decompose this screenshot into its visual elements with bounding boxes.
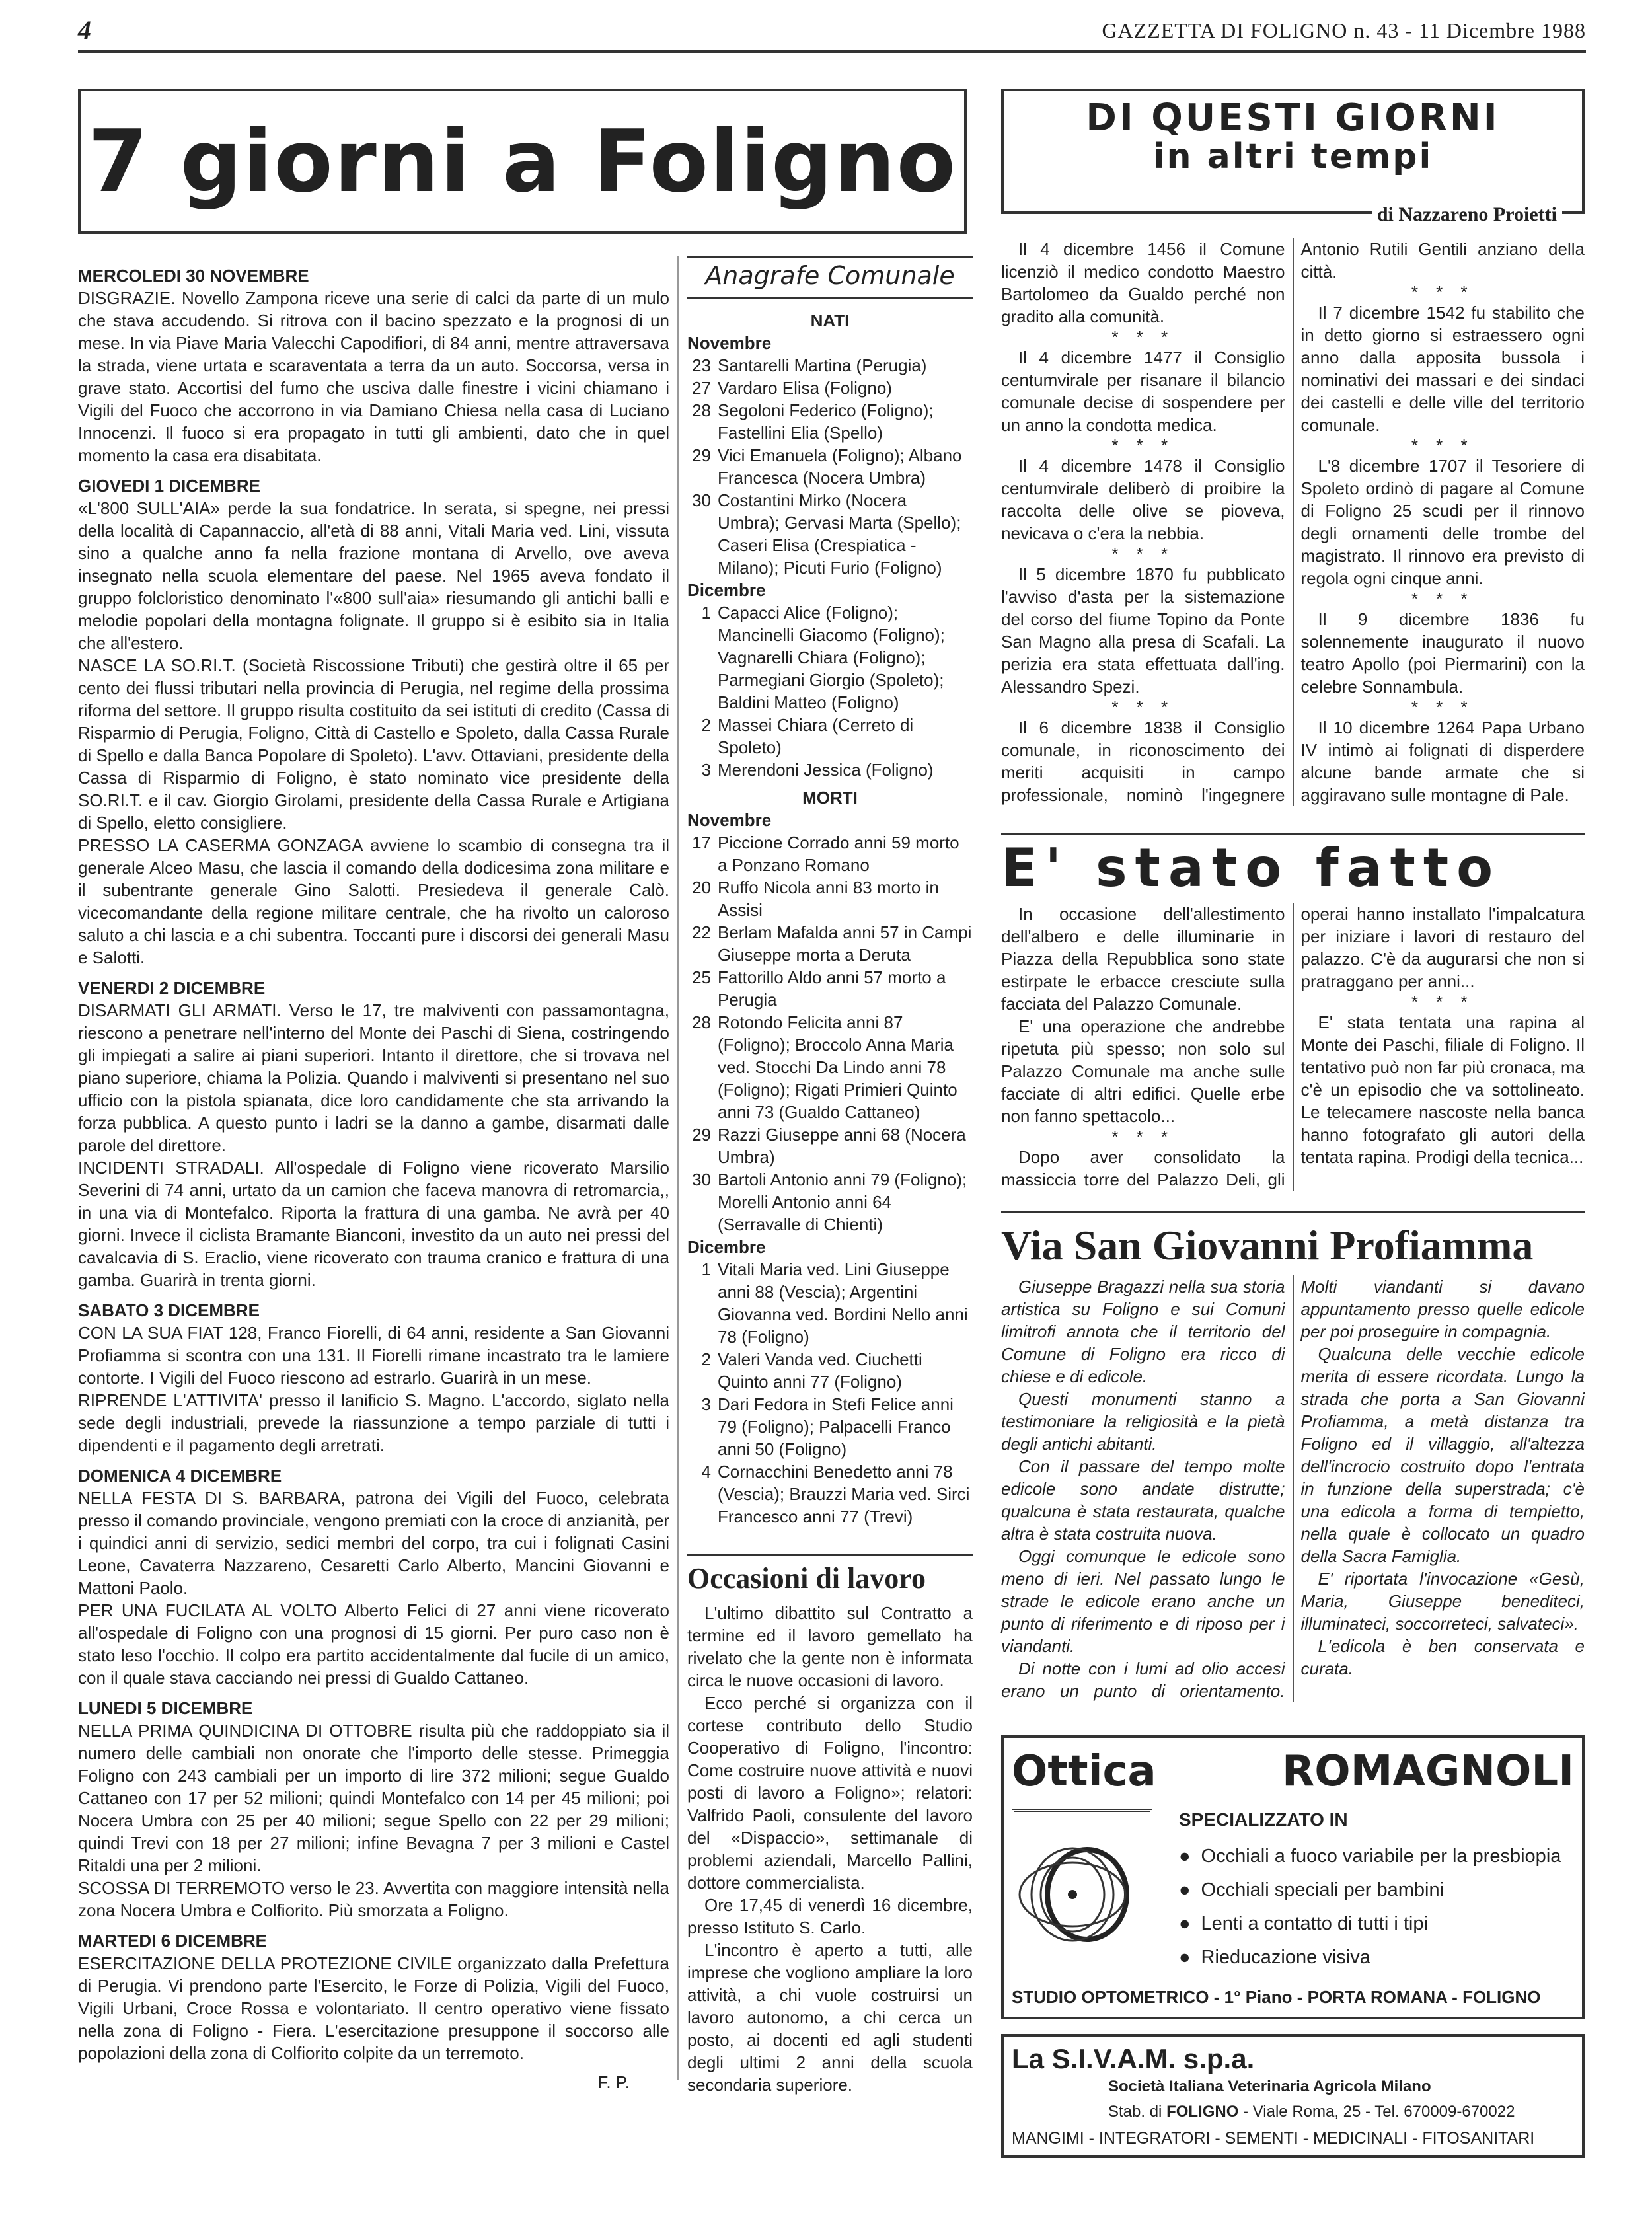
entry-day: 3 [701, 760, 711, 780]
news-paragraph: DISARMATI GLI ARMATI. Verso le 17, tre malviventi con passamontagna, riescono a penetrare nell'interno del Monte dei Paschi di Siena, costringendo gli impiegati a salire ai piani superiori. Intanto il direttore, che si trovava nel piano superiore, chiama la Polizia. Quando i malviventi si presentano nel suo ufficio con la pistola spianata, dice loro candidamente che sta arrivando la forza pubblica. A questo punto i ladri se la danno a gambe, disarmati dalle parole del direttore. [78, 1000, 669, 1155]
paragraph: Ecco perché si organizza con il cortese contributo dello Studio Cooperativo di Foligno, l'incontro: Come costruire nuove attività e nuovi posti di lavoro a Foligno»; relatori: Valfrido Paoli, consulente del lavoro del «Dispaccio», settimanale di problemi aziendali, Marcello Pallini, dottore commercialista. [687, 1693, 973, 1893]
separator: * * * [1411, 435, 1474, 455]
separator: * * * [1111, 697, 1175, 717]
paragraph: Questi monumenti stanno a testimoniare la religiosità e la pietà degli antichi abitanti. [1001, 1389, 1285, 1454]
registry-entry [687, 489, 973, 579]
entry-day: 22 [692, 922, 711, 942]
occasioni-article [687, 1554, 973, 2096]
day-heading: SABATO 3 DICEMBRE [78, 1300, 260, 1320]
registry-entry [687, 921, 973, 966]
entry-day: 29 [692, 445, 711, 465]
day-heading: LUNEDI 5 DICEMBRE [78, 1698, 253, 1718]
entry-day: 27 [692, 378, 711, 398]
ad-specialized: SPECIALIZZATO IN [1179, 1809, 1348, 1830]
month-heading: Dicembre [687, 1237, 766, 1257]
ad-service-item: ● Occhiali speciali per bambini [1179, 1873, 1561, 1907]
history-item: Il 4 dicembre 1456 il Comune licenziò il medico condotto Maestro Bartolomeo da Gualdo perché non gradito alla comunità. [1001, 239, 1285, 326]
entry-text: Cornacchini Benedetto anni 78 (Vescia); Brauzzi Maria ved. Sirci Francesco anni 77 (Trevi) [718, 1462, 970, 1526]
entry-day: 29 [692, 1125, 711, 1145]
questi-giorni-title: DI QUESTI GIORNI [1086, 96, 1500, 139]
entry-text: Massei Chiara (Cerreto di Spoleto) [718, 715, 914, 757]
day-heading: MARTEDI 6 DICEMBRE [78, 1931, 268, 1951]
entry-day: 17 [692, 833, 711, 852]
anagrafe-title: Anagrafe Comunale [687, 256, 973, 299]
news-paragraph: ESERCITAZIONE DELLA PROTEZIONE CIVILE organizzato dalla Prefettura di Perugia. Vi prendono parte l'Esercito, le Forze di Polizia, Vigili del Fuoco, Vigili Urbani, Croce Rossa e volontariato. Il centro operativo viene fissato nella zona di Foligno - Fiera. L'esercitazione presuppone il soccorso alle popolazioni della zona di Colfiorito colpite da un terremoto. [78, 1953, 669, 2063]
morti-heading: MORTI [802, 788, 858, 807]
ad-service-item: ● Occhiali a fuoco variabile per la presbiopia [1179, 1840, 1561, 1873]
news-paragraph: NELLA FESTA DI S. BARBARA, patrona dei Vigili del Fuoco, celebrata presso il comando provinciale, vengono premiati con la croce di anzianità, per i quindici anni di servizio, sedici membri del corpo, tra cui i folignati Casini Leone, Cavaterra Nazzareno, Cesaretti Carlo Alberto, Mancini Giovanni e Mattoni Paolo. [78, 1488, 669, 1598]
occasioni-title: Occasioni di lavoro [687, 1554, 973, 1595]
entry-day: 25 [692, 967, 711, 987]
news-paragraph: INCIDENTI STRADALI. All'ospedale di Foligno viene ricoverato Marsilio Severini di 74 anni, urtato da un camion che faceva manovra di retromarcia,, in una via di Montefalco. Riporta la frattura di una gamba. Ne avrà per 40 giorni. Invece il ciclista Bramante Bianconi, investito da un auto nei pressi del cavalcavia di S. Eraclio, viene ricoverato con trauma cranico e frattura di una gamba. Guarirà in trenta giorni. [78, 1158, 669, 1290]
registry-entry [687, 1348, 973, 1393]
paragraph: E' riportata l'invocazione «Gesù, Maria, Giuseppe benediteci, illuminateci, soccorreteci, salvateci». [1300, 1569, 1585, 1633]
registry-entry [687, 1168, 973, 1236]
news-paragraph: PER UNA FUCILATA AL VOLTO Alberto Felici di 27 anni viene ricoverato all'ospedale di Foligno con una prognosi di 15 giorni. Per puro caso non è stato leso l'occhio. Il colpo era partito accidentalmente dal fucile di un amico, con il quale stava cacciando nei pressi di Gualdo Cattaneo. [78, 1600, 669, 1688]
via-san-giovanni-title: Via San Giovanni Profiamma [1001, 1222, 1534, 1269]
paragraph: In occasione dell'allestimento dell'albero e delle illuminarie in Piazza della Repubblica sono state estirpate le erbacce cresciute sulla facciata del Palazzo Comunale. [1001, 904, 1285, 1014]
entry-text: Santarelli Martina (Perugia) [718, 356, 927, 375]
paragraph: Oggi comunque le edicole sono meno di ieri. Nel passato lungo le strade le edicole erano anche un punto di riferimento e di riposo per i viandanti. [1001, 1546, 1285, 1656]
day-heading: MERCOLEDI 30 NOVEMBRE [78, 266, 309, 285]
registry-entry [687, 759, 973, 781]
right-column [1001, 89, 1585, 2158]
column-divider [677, 256, 679, 2080]
entry-text: Capacci Alice (Foligno); Mancinelli Giacomo (Foligno); Vagnarelli Chiara (Foligno); Parmegiani Giorgio (Spoleto); Baldini Matteo (Foligno) [718, 603, 945, 712]
entry-text: Razzi Giuseppe anni 68 (Nocera Umbra) [718, 1125, 966, 1167]
entry-text: Bartoli Antonio anni 79 (Foligno); Morelli Antonio anni 64 (Serravalle di Chienti) [718, 1170, 967, 1234]
entry-day: 1 [701, 1259, 711, 1279]
news-paragraph: CON LA SUA FIAT 128, Franco Fiorelli, di 64 anni, residente a San Giovanni Profiamma si scontra con una 131. Il Fiorelli rimane incastrato tra le lamiere contorte. I Vigili del Fuoco riescono ad estrarlo. Guarirà in un mese. [78, 1323, 669, 1388]
entry-day: 28 [692, 400, 711, 420]
ad-brand-romagnoli: ROMAGNOLI [1282, 1747, 1574, 1796]
morti-list [687, 809, 973, 1528]
sivam-products: MANGIMI - INTEGRATORI - SEMENTI - MEDICINALI - FITOSANITARI [1012, 2129, 1535, 2148]
registry-entry [687, 1123, 973, 1168]
entry-text: Rotondo Felicita anni 87 (Foligno); Broccolo Anna Maria ved. Stocchi Da Lindo anni 78 (Foligno); Rigati Primieri Quinto anni 73 (Gualdo Cattaneo) [718, 1012, 957, 1122]
news-paragraph: RIPRENDE L'ATTIVITA' presso il lanificio S. Magno. L'accordo, siglato nella sede degli industriali, prevede la riassunzione a tempo parziale di tutti i dipendenti e il pagamento degli arretrati. [78, 1390, 669, 1455]
paragraph: Con il passare del tempo molte edicole sono andate distrutte; qualcuna è stata restaurata, qualche altra è stata costruita nuova. [1001, 1456, 1285, 1544]
seven-days-article [78, 264, 669, 2064]
sivam-address-prefix: Stab. di [1108, 2103, 1167, 2121]
history-item: Il 4 dicembre 1478 il Consiglio centumvirale deliberò di proibire la raccolta delle olive se pioveva, nevicava o c'era la nebbia. [1001, 456, 1285, 543]
entry-day: 23 [692, 356, 711, 375]
seven-days-title: 7 giorni a Foligno [88, 111, 957, 211]
seven-days-column [78, 256, 669, 2093]
month-heading: Novembre [687, 810, 772, 830]
entry-day: 30 [692, 1170, 711, 1189]
entry-text: Piccione Corrado anni 59 morto a Ponzano Romano [718, 833, 959, 875]
paragraph: L'incontro è aperto a tutti, alle imprese che vogliono ampliare la loro attività, a chi vuole costruirsi un lavoro autonomo, a chi cerca un posto, ai docenti ed agli studenti degli ultimi 2 anni della scuola secondaria superiore. [687, 1940, 973, 2095]
entry-text: Vitali Maria ved. Lini Giuseppe anni 88 (Vescia); Argentini Giovanna ved. Bordini Nello anni 78 (Foligno) [718, 1259, 968, 1347]
byline: di Nazzareno Proietti [1372, 204, 1562, 226]
separator: * * * [1411, 992, 1474, 1012]
entry-day: 3 [701, 1394, 711, 1414]
ad-service-item: ● Lenti a contatto di tutti i tipi [1179, 1907, 1561, 1941]
entry-text: Ruffo Nicola anni 83 morto in Assisi [718, 878, 939, 920]
news-paragraph: PRESSO LA CASERMA GONZAGA avviene lo scambio di consegna tra il generale Alceo Masu, che lascia il comando della dodicesima zona militare e il subentrante generale Gino Salotti. Presiedeva il generale Calò. vicecomandante della regione militare centrale, che ha rivolto un caloroso saluto a chi lascia e a chi subentra. Toccanti pure i discorsi dei generali Masu e Salotti. [78, 835, 669, 967]
entry-day: 4 [701, 1462, 711, 1482]
anagrafe-section [687, 256, 973, 1528]
entry-text: Vardaro Elisa (Foligno) [718, 378, 892, 398]
paragraph: Qualcuna delle vecchie edicole merita di essere ricordata. Lungo la strada che porta a San Giovanni Profiamma, a metà distanza tra Foligno ed il villaggio, all'altezza dell'incrocio costruito dopo l'entrata in funzione della superstrada; c'è una edicola a forma di tempietto, nella quale è collocato un quadro della Sacra Famiglia. [1300, 1344, 1585, 1566]
news-paragraph: NASCE LA SO.RI.T. (Società Riscossione Tributi) che gestirà oltre il 65 per cento dei flussi tributari nella provincia di Perugia, nel regime della prossima riforma del settore. Il gruppo risulta costituito da sei istituti di credito (Cassa di Risparmio di Perugia, Foligno, Città di Castello e Spoleto, dalla Cassa Rurale di Spello e dalla Banca Popolare di Spoleto). L'avv. Ottaviani, presidente della Cassa di Risparmio di Foligno, è stato nominato vice presidente della SO.RI.T. e il cav. Giorgio Girolami, presidente della Cassa Rurale e Artigiana di Spello, eletto consigliere. [78, 656, 669, 833]
middle-column [687, 256, 973, 2096]
entry-day: 1 [701, 603, 711, 622]
questi-giorni-article [1001, 238, 1585, 806]
paragraph: Di notte con i lumi ad olio accesi erano un punto di orientamento. Molti viandanti si davano appuntamento presso quelle edicole per poi proseguire in compagnia. [1001, 1277, 1585, 1701]
entry-day: 30 [692, 490, 711, 510]
registry-entry [687, 1258, 973, 1348]
seven-days-title-box [78, 89, 967, 234]
entry-day: 2 [701, 715, 711, 735]
ad-brand-ottica: Ottica [1012, 1747, 1156, 1796]
questi-giorni-title-box [1001, 89, 1585, 225]
entry-day: 28 [692, 1012, 711, 1032]
paragraph: L'edicola è ben conservata e curata. [1300, 1636, 1585, 1678]
registry-entry [687, 399, 973, 444]
registry-entry [687, 444, 973, 489]
ad-service-list [1179, 1840, 1561, 1974]
entry-text: Vici Emanuela (Foligno); Albano Francesca (Nocera Umbra) [718, 445, 962, 488]
entry-text: Berlam Mafalda anni 57 in Campi Giuseppe morta a Deruta [718, 922, 972, 965]
registry-entry [687, 1460, 973, 1528]
separator: * * * [1111, 544, 1175, 564]
news-paragraph: NELLA PRIMA QUINDICINA DI OTTOBRE risulta più che raddoppiato sia il numero delle cambiali non onorate che l'importo delle stesse. Primeggia Foligno con 243 cambiali per un importo di lire 372 milioni; segue Gualdo Cattaneo con 17 per 52 milioni; quindi Montefalco con 14 per 45 milioni; poi Nocera Umbra con 25 per 40 milioni; segue Spello con 22 per 29 milioni; quindi Trevi con 18 per 27 milioni; infine Bevagna 7 per 3 milioni e Castel Ritaldi una per 2 milioni. [78, 1721, 669, 1875]
entry-text: Valeri Vanda ved. Ciuchetti Quinto anni 77 (Foligno) [718, 1349, 922, 1392]
page-number: 4 [78, 15, 91, 45]
registry-entry [687, 377, 973, 399]
stato-fatto-article [1001, 903, 1585, 1191]
day-heading: VENERDI 2 DICEMBRE [78, 978, 266, 998]
history-item: L'8 dicembre 1707 il Tesoriere di Spoleto ordinò di pagare al Comune di Foligno 25 scudi per il rinnovo degli ornamenti delle trombe del magistrato. Il rinnovo era previsto di regola ogni cinque anni. [1300, 456, 1585, 588]
separator: * * * [1411, 589, 1474, 609]
separator: * * * [1411, 282, 1474, 302]
registry-entry [687, 876, 973, 921]
registry-entry [687, 354, 973, 377]
history-item: Il 10 dicembre 1264 Papa Urbano IV intimò ai folignati di disperdere alcune bande armate che si aggiravano sulle montagne di Pale. [1300, 718, 1585, 805]
ad-address: STUDIO OPTOMETRICO - 1° Piano - PORTA ROMANA - FOLIGNO [1012, 1987, 1541, 2007]
separator: * * * [1111, 327, 1175, 347]
sivam-address-city: FOLIGNO [1166, 2103, 1239, 2121]
separator: * * * [1411, 697, 1474, 717]
stato-fatto-title: E' stato fatto [1001, 833, 1585, 899]
entry-text: Dari Fedora in Stefi Felice anni 79 (Foligno); Palpacelli Franco anni 50 (Foligno) [718, 1394, 954, 1459]
history-item: Il 7 dicembre 1542 fu stabilito che in detto giorno si estraessero ogni anno dalla apposita bussola i nominativi dei massari e dei sindaci dei castelli e delle ville del territorio comunale. [1300, 303, 1585, 435]
entry-text: Fattorillo Aldo anni 57 morto a Perugia [718, 967, 946, 1010]
header-rule [78, 50, 1586, 53]
lens-logo-icon [1012, 1809, 1152, 1976]
nati-list [687, 332, 973, 781]
registry-entry [687, 966, 973, 1011]
via-san-giovanni-article [1001, 1275, 1585, 1702]
sivam-ad [1001, 2034, 1585, 2158]
ottica-romagnoli-ad [1001, 1735, 1585, 2019]
history-item: Il 9 dicembre 1836 fu solennemente inaugurato il nuovo teatro Apollo (poi Piermarini) con la celebre Sonnambula. [1300, 609, 1585, 696]
sivam-name: La S.I.V.A.M. s.p.a. [1012, 2043, 1255, 2074]
section-rule [1001, 1211, 1585, 1213]
nati-heading: NATI [810, 311, 850, 330]
news-paragraph: SCOSSA DI TERREMOTO verso le 23. Avvertita con maggiore intensità nella zona Nocera Umbra e Colfiorito. Più smorzata a Foligno. [78, 1878, 669, 1920]
sivam-address [1108, 2103, 1574, 2121]
entry-day: 2 [701, 1349, 711, 1369]
day-heading: DOMENICA 4 DICEMBRE [78, 1466, 282, 1485]
news-paragraph: «L'800 SULL'AIA» perde la sua fondatrice. In serata, si spegne, nei pressi della località di Capannaccio, all'età di 88 anni, Vitali Maria ved. Lini, vissuta sino a qualche anno fa nella frazione montana di Arvello, ove aveva insegnato nella scuola elementare del paese. Nel 1965 aveva fondato il gruppo folcloristico denominato l'«800 sull'aia» riesumando gli antichi balli e melodie popolari della montagna folignate. Il gruppo si è esibito sia in Italia che all'estero. [78, 498, 669, 653]
paragraph: Giuseppe Bragazzi nella sua storia artistica su Foligno e sui Comuni limitrofi annota che il territorio del Comune di Foligno era ricco di chiese e di edicole. [1001, 1277, 1285, 1386]
paragraph: Dopo aver consolidato la massiccia torre del Palazzo Deli, gli operai hanno installato l'impalcatura per iniziare i lavori di restauro del palazzo. C'è da augurarsi che non si pratraggano per anni... [1001, 904, 1585, 1189]
history-item: Il 5 dicembre 1870 fu pubblicato l'avviso d'asta per la sistemazione del corso del fiume Topino da Ponte San Magno alla presa di Scafali. La perizia era stata effettuata dall'ing. Alessandro Spezi. [1001, 564, 1285, 696]
history-item: Il 4 dicembre 1477 il Consiglio centumvirale per risanare il bilancio comunale decise di sospendere per un anno la condotta medica. [1001, 348, 1285, 435]
registry-entry [687, 831, 973, 876]
news-paragraph: DISGRAZIE. Novello Zampona riceve una serie di calci da parte di un mulo che stava accudendo. Si ritrova con il bacino spezzato e la prognosi di un mese. In via Piave Maria Valecchi Capodifiori, di 84 anni, mentre attraversava la strada, viene urtata e scaraventata a terra da un auto. Soccorsa, versa in grave stato. Accortisi del fumo che usciva dalle finestre i vicini chiamano i Vigili del Fuoco che accorrono in via Damiano Chiesa nella casa di Luciano Innocenzi. Il fuoco si era propagato in tutti gli ambienti, dato che in quel momento la casa era disabitata. [78, 288, 669, 465]
questi-giorni-subtitle: in altri tempi [1152, 137, 1433, 176]
entry-day: 20 [692, 878, 711, 897]
month-heading: Dicembre [687, 580, 766, 600]
ad-service-item: ● Rieducazione visiva [1179, 1941, 1561, 1974]
publication-header: GAZZETTA DI FOLIGNO n. 43 - 11 Dicembre 1988 [1102, 19, 1586, 42]
entry-text: Costantini Mirko (Nocera Umbra); Gervasi Marta (Spello); Caseri Elisa (Crespiatica - Milano); Picuti Furio (Foligno) [718, 490, 961, 578]
signature: F. P. [597, 2072, 630, 2092]
paragraph: E' stata tentata una rapina al Monte dei Paschi, filiale di Foligno. Il tentativo può non far più cronaca, ma c'è un episodio che va sottolineato. Le telecamere nascoste nella banca hanno fotografato gli autori della tentata rapina. Prodigi della tecnica... [1300, 1012, 1585, 1167]
paragraph: E' una operazione che andrebbe ripetuta più spesso; non solo sul Palazzo Comunale ma anche sulle facciate di altri edifici. Quelle erbe non fanno spettacolo... [1001, 1016, 1285, 1126]
entry-text: Merendoni Jessica (Foligno) [718, 760, 934, 780]
sivam-subtitle: Società Italiana Veterinaria Agricola Milano [1108, 2078, 1431, 2095]
sivam-address-rest: - Viale Roma, 25 - Tel. 670009-670022 [1238, 2103, 1515, 2121]
history-item: Il 6 dicembre 1838 il Consiglio comunale, in riconoscimento dei meriti acquisiti in campo professionale, nominò l'ingegnere Antonio Rutili Gentili anziano della città. [1001, 239, 1585, 805]
registry-entry [687, 601, 973, 714]
day-heading: GIOVEDI 1 DICEMBRE [78, 476, 260, 496]
separator: * * * [1111, 1127, 1175, 1146]
month-heading: Novembre [687, 333, 772, 353]
separator: * * * [1111, 435, 1175, 455]
registry-entry [687, 714, 973, 759]
paragraph: Ore 17,45 di venerdì 16 dicembre, presso Istituto S. Carlo. [687, 1895, 973, 1937]
entry-text: Segoloni Federico (Foligno); Fastellini Elia (Spello) [718, 400, 934, 443]
paragraph: L'ultimo dibattito sul Contratto a termine ed il lavoro gemellato ha rivelato che la gente non è informata circa le nuove occasioni di lavoro. [687, 1603, 973, 1690]
registry-entry [687, 1393, 973, 1460]
registry-entry [687, 1011, 973, 1123]
